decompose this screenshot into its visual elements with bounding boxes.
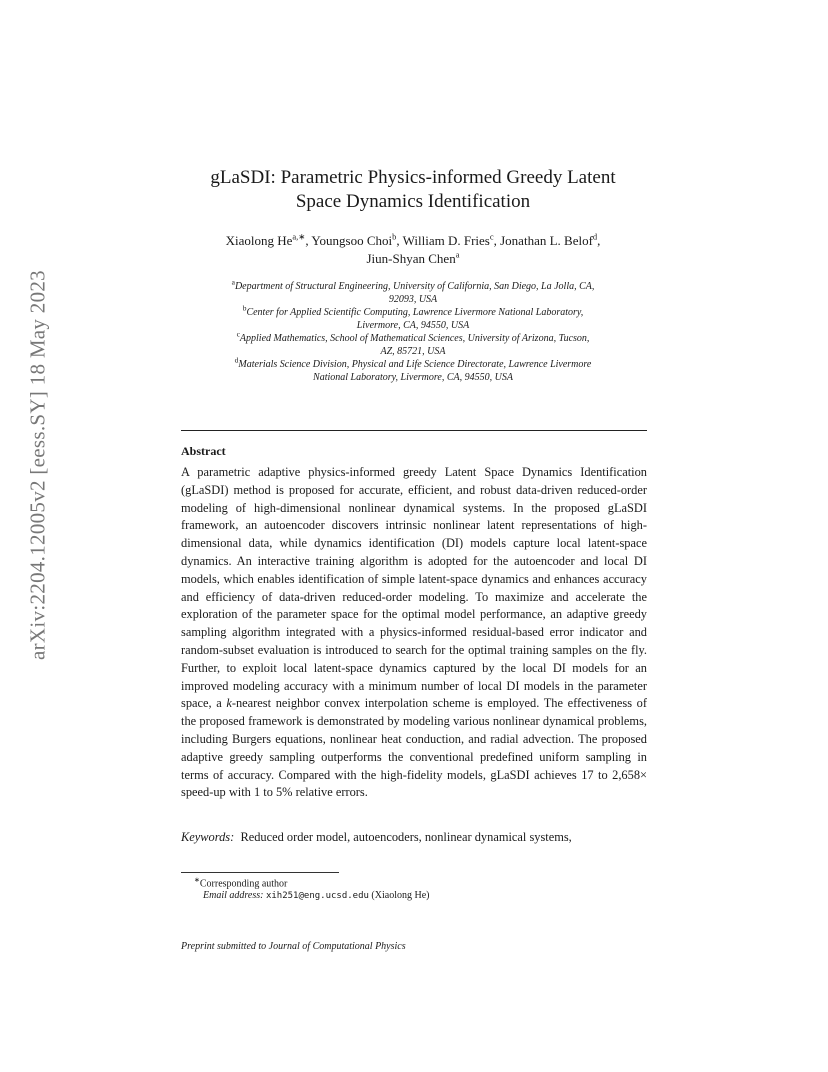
footnote-rule xyxy=(181,872,339,873)
author-line-2 xyxy=(160,250,666,268)
footnote-mark: ∗ xyxy=(194,876,200,884)
abstract-top-rule xyxy=(181,430,647,431)
arxiv-identifier: arXiv:2204.12005v2 [eess.SY] 18 May 2023 xyxy=(25,270,50,660)
affiliation-line: AZ, 85721, USA xyxy=(380,346,446,357)
email-label: Email address: xyxy=(203,890,264,901)
author-sup: d xyxy=(592,231,598,242)
affiliation-line: Department of Structural Engineering, University of California, San Diego, La Jolla, CA, xyxy=(234,281,595,292)
affiliation-line: 92093, USA xyxy=(388,294,438,305)
title-line-2: Space Dynamics Identification xyxy=(295,191,531,212)
title-line-1: gLaSDI: Parametric Physics-informed Greedy Latent xyxy=(210,167,616,188)
affiliation-b xyxy=(178,303,648,332)
keywords-label: Keywords: xyxy=(181,830,235,844)
preprint-note: Preprint submitted to Journal of Computational Physics xyxy=(181,941,406,952)
abstract-heading: Abstract xyxy=(181,444,226,458)
footnote-corresponding xyxy=(194,876,287,889)
affiliation-d xyxy=(178,355,648,384)
paper-title xyxy=(160,166,666,214)
email-address[interactable]: xih251@eng.ucsd.edu xyxy=(265,891,369,901)
affiliation-mark: a xyxy=(231,277,235,287)
author-sup: c xyxy=(489,231,494,242)
author-name: William D. Fries xyxy=(402,233,490,248)
footnote-email xyxy=(203,890,429,901)
abstract-k: k xyxy=(226,696,232,711)
affiliation-line: Applied Mathematics, School of Mathematical Sciences, University of Arizona, Tucson, xyxy=(239,333,590,344)
abstract-body xyxy=(181,464,647,802)
affiliation-line: Livermore, CA, 94550, USA xyxy=(356,320,470,331)
author-name: Jonathan L. Belof xyxy=(500,233,593,248)
affiliation-line: National Laboratory, Livermore, CA, 94550, USA xyxy=(313,372,513,383)
affiliation-a xyxy=(178,277,648,306)
keywords xyxy=(181,830,647,845)
author-name: Jiun-Shyan Chen xyxy=(366,251,456,266)
affiliation-line: Materials Science Division, Physical and Life Science Directorate, Lawrence Livermore xyxy=(238,359,592,370)
affiliation-list xyxy=(178,277,648,384)
affiliation-c xyxy=(178,329,648,358)
author-sup: b xyxy=(392,231,397,242)
author-line-1: Xiaolong $He^{a,∗}$, Youngsoo Choi$^b$, William D. Fries$^c$, Jonathan L. Belof$^d$, xyxy=(225,231,601,248)
author-sup: a xyxy=(455,249,460,260)
affiliation-mark: d xyxy=(234,355,239,365)
author-name: Xiaolong He xyxy=(225,233,293,248)
affiliation-mark: c xyxy=(236,329,240,339)
email-owner: (Xiaolong He) xyxy=(371,890,430,901)
author-sup: a,∗ xyxy=(292,231,306,242)
author-name: Youngsoo Choi xyxy=(311,233,393,248)
footnote-text: Corresponding author xyxy=(199,878,288,890)
affiliation-mark: b xyxy=(242,303,247,313)
author-list xyxy=(160,232,666,268)
affiliation-line: Center for Applied Scientific Computing, Lawrence Livermore National Laboratory, xyxy=(246,307,584,318)
abstract-text: -nearest neighbor convex interpolation scheme is employed. The effectiveness of the proposed framework is demonstrated by modeling various nonlinear dynamical problems, including Burgers equations, nonlinear heat conduction, and radial advection. The proposed adaptive greedy sampling outperforms the conventional predefined uniform sampling in terms of accuracy. Compared with the high-fidelity models, gLaSDI achieves 17 to 2,658× speed-up with 1 to 5% relative errors. xyxy=(181,696,647,800)
abstract-text: A parametric adaptive physics-informed greedy Latent Space Dynamics Identification (gLaSDI) method is proposed for accurate, efficient, and robust data-driven reduced-order modeling of high-dimensional nonlinear dynamical systems. In the proposed gLaSDI framework, an autoencoder discovers intrinsic nonlinear latent representations of high-dimensional data, while dynamics identification (DI) models capture local latent-space dynamics. An interactive training algorithm is adopted for the autoencoder and local DI models, which enables identification of simple latent-space dynamics and enhances accuracy and efficiency of data-driven reduced-order modeling. To maximize and accelerate the exploration of the parameter space for the optimal model performance, an adaptive greedy sampling algorithm integrated with a physics-informed residual-based error indicator and random-subset evaluation is introduced to search for the optimal training samples on the fly. Further, to exploit local latent-space dynamics captured by the local DI models for an improved modeling accuracy with a minimum number of local DI models in the parameter space, a xyxy=(181,465,647,711)
keywords-text: Reduced order model, autoencoders, nonlinear dynamical systems, xyxy=(240,830,572,844)
